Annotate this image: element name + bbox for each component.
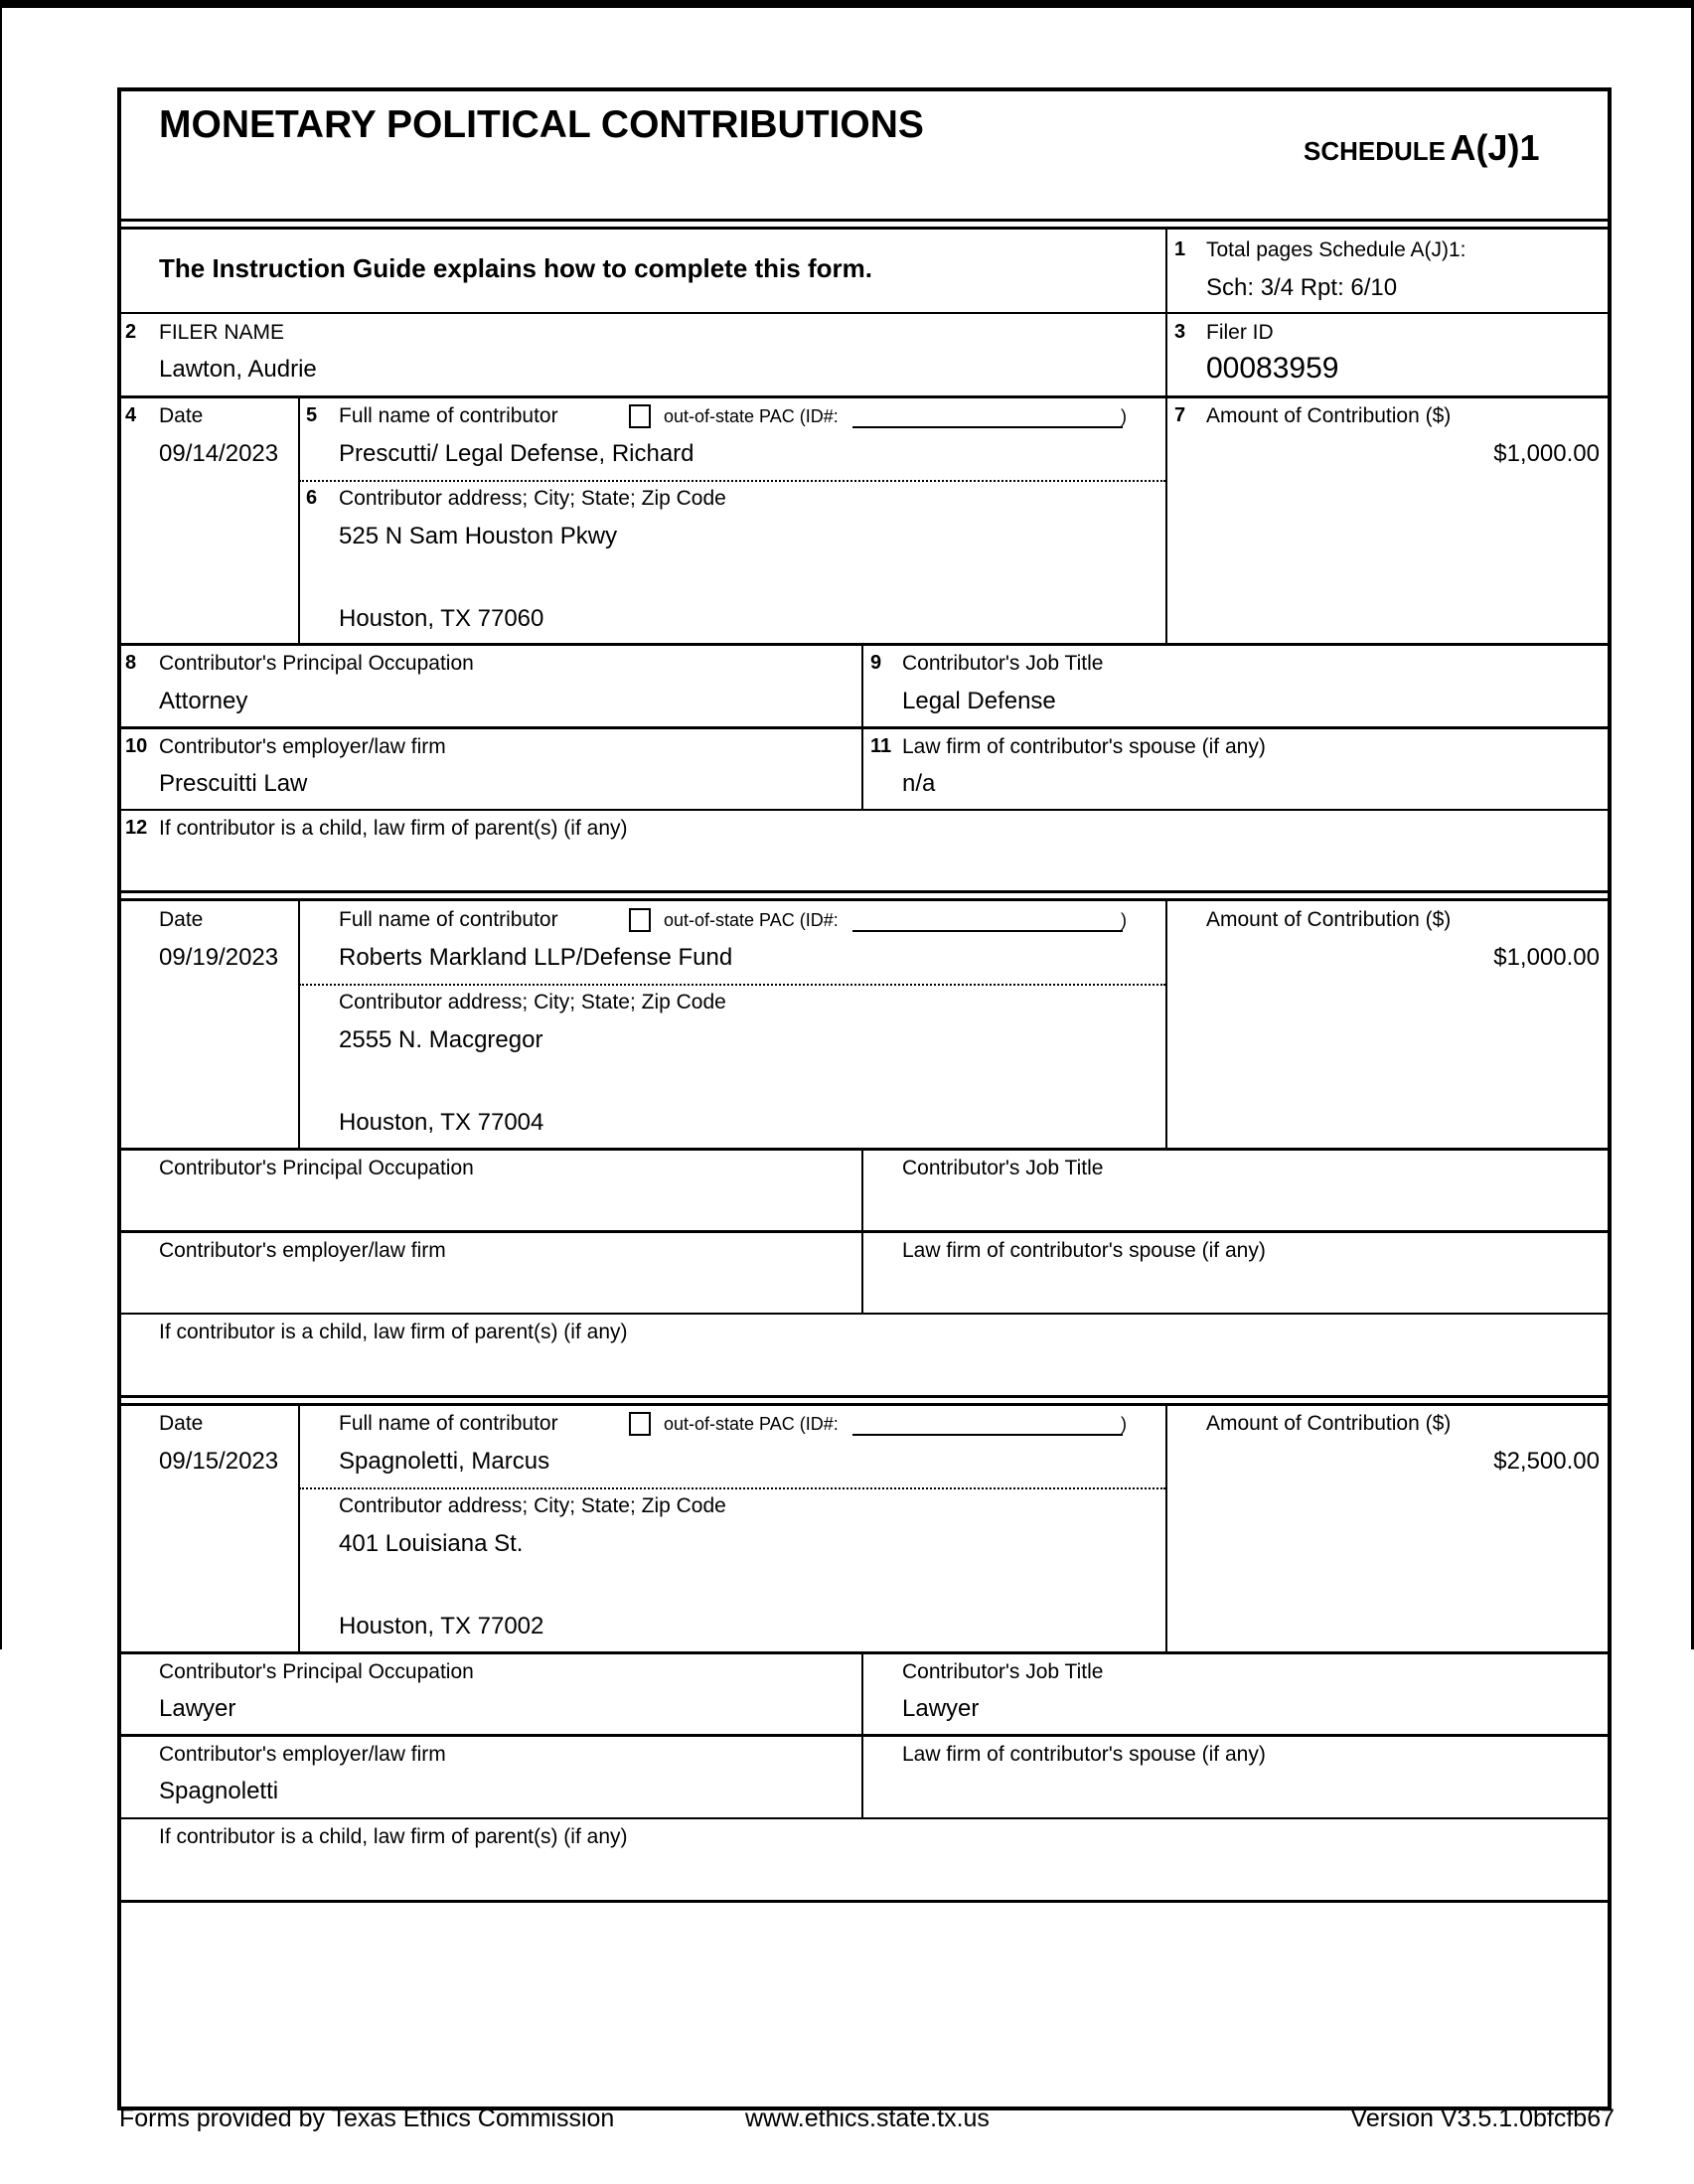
field-num-4: 4 [125,404,137,426]
schedule-code: A(J)1 [1450,127,1540,168]
field-num-8: 8 [125,652,137,674]
field-num-10: 10 [125,735,148,757]
pac-close: ) [1121,406,1127,426]
job-title-label: Contributor's Job Title [902,652,1104,675]
field-num-6: 6 [306,487,318,509]
employer-label: Contributor's employer/law firm [159,1743,446,1766]
address-line2: Houston, TX 77002 [339,1613,544,1639]
out-of-state-pac-checkbox[interactable] [629,1412,651,1436]
field-num-12: 12 [125,817,148,839]
spouse-label: Law firm of contributor's spouse (if any) [902,1743,1266,1766]
scan-top-edge [0,0,1694,8]
amount-value: $1,000.00 [1493,440,1600,467]
contributor-name: Prescutti/ Legal Defense, Richard [339,440,694,467]
job-title-value: Lawyer [902,1695,980,1722]
field-num-3: 3 [1174,321,1186,343]
spouse-label: Law firm of contributor's spouse (if any) [902,1239,1266,1262]
amount-label: Amount of Contribution ($) [1206,1412,1452,1435]
pac-label: out-of-state PAC (ID#: [664,406,839,426]
parent-label: If contributor is a child, law firm of parent(s) (if any) [159,1321,628,1343]
date-label: Date [159,908,204,931]
schedule-label [1304,127,1540,169]
pac-close: ) [1121,1414,1127,1434]
footer-version: Version V3.5.1.0bfcfb67 [1350,2105,1615,2132]
full-name-label: Full name of contributor [339,1412,558,1435]
out-of-state-pac-checkbox[interactable] [629,404,651,428]
instruction-text: The Instruction Guide explains how to complete this form. [159,253,872,283]
address-label: Contributor address; City; State; Zip Code [339,991,726,1014]
employer-label: Contributor's employer/law firm [159,1239,446,1262]
footer-provider: Forms provided by Texas Ethics Commission [119,2105,615,2132]
contributor-name: Spagnoletti, Marcus [339,1448,550,1475]
employer-value: Spagnoletti [159,1778,279,1804]
total-pages-label: Total pages Schedule A(J)1: [1206,238,1466,261]
address-line1: 401 Louisiana St. [339,1530,524,1557]
address-label: Contributor address; City; State; Zip Code [339,487,726,510]
parent-label: If contributor is a child, law firm of parent(s) (if any) [159,817,628,840]
form-frame [117,87,1612,2110]
occupation-label: Contributor's Principal Occupation [159,652,474,675]
out-of-state-pac-checkbox[interactable] [629,908,651,932]
date-value: 09/15/2023 [159,1448,279,1475]
filer-name-label: FILER NAME [159,321,285,344]
amount-value: $2,500.00 [1493,1448,1600,1475]
field-num-11: 11 [870,735,892,757]
address-label: Contributor address; City; State; Zip Code [339,1494,726,1517]
occupation-label: Contributor's Principal Occupation [159,1157,474,1179]
job-title-value: Legal Defense [902,688,1056,714]
schedule-word: SCHEDULE [1304,136,1447,166]
form-title: MONETARY POLITICAL CONTRIBUTIONS [159,103,924,146]
address-line2: Houston, TX 77060 [339,605,544,632]
footer-website: www.ethics.state.tx.us [745,2105,990,2132]
spouse-value: n/a [902,770,936,797]
full-name-label: Full name of contributor [339,908,558,931]
total-pages-value: Sch: 3/4 Rpt: 6/10 [1206,274,1398,301]
filer-id-value: 00083959 [1206,352,1339,385]
field-num-5: 5 [306,404,318,426]
contributor-name: Roberts Markland LLP/Defense Fund [339,944,733,971]
job-title-label: Contributor's Job Title [902,1660,1104,1683]
pac-label: out-of-state PAC (ID#: [664,910,839,930]
date-value: 09/19/2023 [159,944,279,971]
field-num-7: 7 [1174,404,1186,426]
pac-id-line [852,930,1123,932]
field-num-1: 1 [1174,238,1186,260]
pac-id-line [852,1434,1123,1436]
employer-value: Prescuitti Law [159,770,308,797]
date-value: 09/14/2023 [159,440,279,467]
field-num-9: 9 [870,652,882,674]
spouse-label: Law firm of contributor's spouse (if any) [902,735,1266,758]
address-line1: 525 N Sam Houston Pkwy [339,523,618,549]
full-name-label: Full name of contributor [339,404,558,427]
address-line1: 2555 N. Macgregor [339,1026,543,1053]
amount-label: Amount of Contribution ($) [1206,908,1452,931]
filer-name-value: Lawton, Audrie [159,356,317,383]
parent-label: If contributor is a child, law firm of parent(s) (if any) [159,1825,628,1848]
amount-value: $1,000.00 [1493,944,1600,971]
date-label: Date [159,1412,204,1435]
occupation-value: Lawyer [159,1695,236,1722]
pac-id-line [852,426,1123,428]
pac-label: out-of-state PAC (ID#: [664,1414,839,1434]
employer-label: Contributor's employer/law firm [159,735,446,758]
scan-left-edge [0,0,2,1649]
pac-close: ) [1121,910,1127,930]
job-title-label: Contributor's Job Title [902,1157,1104,1179]
amount-label: Amount of Contribution ($) [1206,404,1452,427]
field-num-2: 2 [125,321,137,343]
address-line2: Houston, TX 77004 [339,1109,544,1136]
date-label: Date [159,404,204,427]
occupation-label: Contributor's Principal Occupation [159,1660,474,1683]
occupation-value: Attorney [159,688,248,714]
filer-id-label: Filer ID [1206,321,1274,344]
